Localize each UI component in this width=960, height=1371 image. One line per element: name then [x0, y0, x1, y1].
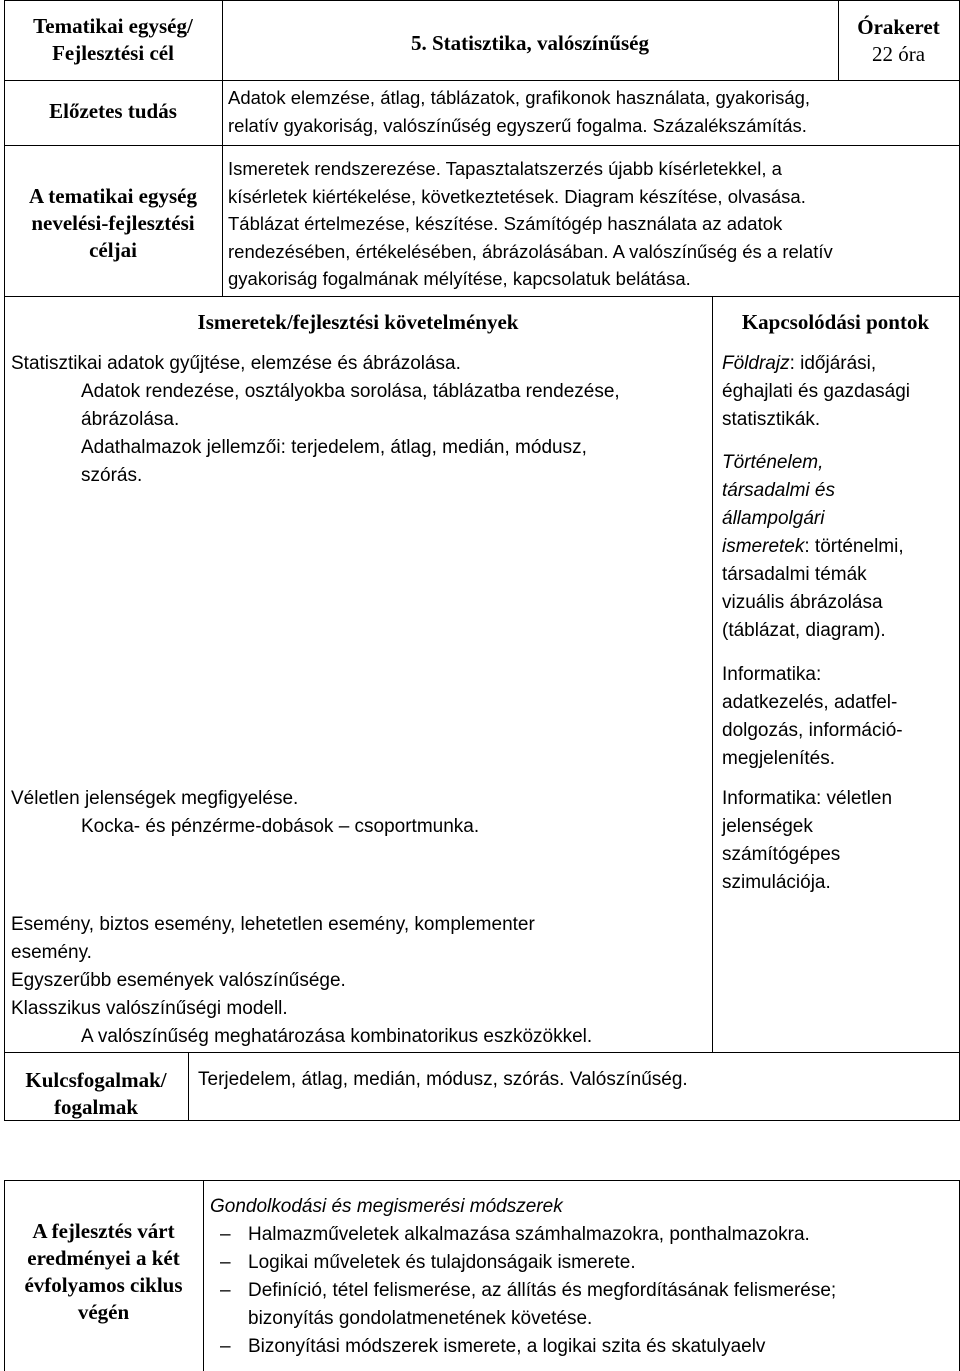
- row1-label-line2: Fejlesztési cél: [52, 41, 174, 65]
- goals-line: rendezésében, értékelésében, ábrázolásában. A valószínűség és a relatív: [228, 240, 833, 262]
- connection-text: : történelmi,: [804, 536, 904, 557]
- connections-header: Kapcsolódási pontok: [741, 310, 930, 334]
- requirement-line: Kocka- és pénzérme-dobások – csoportmunka.: [81, 816, 480, 837]
- connection-informatics-1: [722, 661, 957, 773]
- hours-label: Órakeret: [857, 15, 940, 39]
- results-item: – Logikai műveletek és tulajdonságaik ismerete.: [210, 1249, 956, 1277]
- connection-geography: [722, 350, 957, 434]
- connection-text: éghajlati és gazdasági: [722, 381, 911, 402]
- results-item: – Halmazműveletek alkalmazása számhalmazokra, ponthalmazokra.: [210, 1221, 956, 1249]
- connection-text: :: [815, 664, 822, 685]
- requirement-line: Esemény, biztos esemény, lehetetlen esemény, komplementer: [11, 914, 535, 935]
- hours-value: 22 óra: [871, 42, 926, 66]
- hours-cell: [838, 14, 959, 68]
- connection-text: társadalmi témák: [722, 564, 867, 585]
- requirement-line: szórás.: [81, 465, 143, 486]
- goals-label-line: nevelési-fejlesztési: [31, 211, 195, 235]
- requirement-line: Egyszerűbb események valószínűsége.: [11, 970, 346, 991]
- results-item: – Bizonyítási módszerek ismerete, a logikai szita és skatulyaelv: [210, 1333, 956, 1361]
- connection-text: adatkezelés, adatfel-: [722, 692, 898, 713]
- requirements-block-1: [11, 350, 711, 490]
- requirements-block-2: [11, 785, 711, 841]
- requirement-line: Véletlen jelenségek megfigyelése.: [11, 788, 299, 809]
- requirement-line: Adathalmazok jellemzői: terjedelem, átlag, medián, módusz,: [81, 437, 587, 458]
- connection-text: véletlen: [821, 788, 893, 809]
- connection-text: dolgozás, információ-: [722, 720, 903, 741]
- results-item: – Definíció, tétel felismerése, az állítás és megfordításának felismerése;: [210, 1277, 956, 1305]
- requirement-line: Statisztikai adatok gyűjtése, elemzése és ábrázolása.: [11, 353, 461, 374]
- unit-title: 5. Statisztika, valószínűség: [410, 31, 649, 55]
- row1-label-line1: Tematikai egység/: [33, 14, 193, 38]
- results-label-line: végén: [77, 1300, 130, 1324]
- goals-label-line: A tematikai egység: [29, 184, 197, 208]
- goals-line: Ismeretek rendszerezése. Tapasztalatszerzés újabb kísérletekkel, a: [228, 158, 782, 179]
- connection-text: : időjárási,: [789, 353, 877, 374]
- connection-subject: állampolgári: [722, 508, 825, 529]
- goals-label-line: céljai: [89, 238, 137, 262]
- goals-text: [228, 155, 956, 293]
- connection-text: vizuális ábrázolása: [722, 592, 883, 613]
- requirement-line: Klasszikus valószínűségi modell.: [11, 998, 288, 1019]
- results-content: [210, 1193, 956, 1361]
- goals-label: [4, 183, 222, 264]
- results-label-line: évfolyamos ciklus: [24, 1273, 183, 1297]
- requirements-header: Ismeretek/fejlesztési követelmények: [197, 310, 519, 334]
- results-label-line: eredményei a két: [27, 1246, 180, 1270]
- connection-text: szimulációja.: [722, 872, 831, 893]
- keywords-label-line: fogalmak: [54, 1095, 138, 1119]
- requirement-line: esemény.: [11, 942, 92, 963]
- connection-text: számítógépes: [722, 844, 841, 865]
- connection-subject: Informatika:: [722, 788, 822, 809]
- row1-label: [4, 13, 222, 67]
- connection-text: jelenségek: [722, 816, 813, 837]
- connection-text: (táblázat, diagram).: [722, 620, 886, 641]
- prior-knowledge-line: relatív gyakoriság, valószínűség egyszerű fogalma. Százalékszámítás.: [228, 114, 807, 136]
- goals-line: gyakoriság fogalmának mélyítése, kapcsolatuk belátása.: [228, 268, 691, 289]
- requirement-line: ábrázolása.: [81, 409, 180, 430]
- keywords-value: Terjedelem, átlag, medián, módusz, szórás. Valószínűség.: [198, 1069, 688, 1090]
- connection-subject: Földrajz: [722, 353, 790, 374]
- requirements-block-3: [11, 911, 711, 1051]
- results-label: [4, 1218, 203, 1326]
- connection-subject: ismeretek: [722, 536, 805, 557]
- requirement-line: A valószínűség meghatározása kombinatorikus eszközökkel.: [81, 1026, 593, 1047]
- connection-text: statisztikák.: [722, 409, 821, 430]
- results-heading: Gondolkodási és megismerési módszerek: [210, 1196, 563, 1217]
- goals-line: Táblázat értelmezése, készítése. Számítógép használata az adatok: [228, 213, 783, 234]
- prior-knowledge-line: Adatok elemzése, átlag, táblázatok, grafikonok használata, gyakoriság,: [228, 87, 811, 108]
- connection-subject: Informatika: [722, 664, 816, 685]
- keywords-label: [4, 1067, 188, 1121]
- keywords-label-line: Kulcsfogalmak/: [25, 1068, 167, 1092]
- connection-subject: Történelem,: [722, 452, 824, 473]
- goals-line: kísérletek kiértékelése, következtetések. Diagram készítése, olvasása.: [228, 185, 806, 207]
- connection-text: megjelenítés.: [722, 748, 836, 769]
- results-item-continuation: bizonyítás gondolatmenetének követése.: [248, 1308, 593, 1329]
- prior-knowledge-text: [228, 84, 956, 139]
- results-label-line: A fejlesztés várt: [32, 1219, 175, 1243]
- requirement-line: Adatok rendezése, osztályokba sorolása, táblázatba rendezése,: [81, 381, 620, 402]
- connection-history: [722, 449, 957, 645]
- connection-informatics-2: [722, 785, 957, 897]
- connection-subject: társadalmi és: [722, 480, 835, 501]
- prior-knowledge-label: Előzetes tudás: [49, 99, 177, 123]
